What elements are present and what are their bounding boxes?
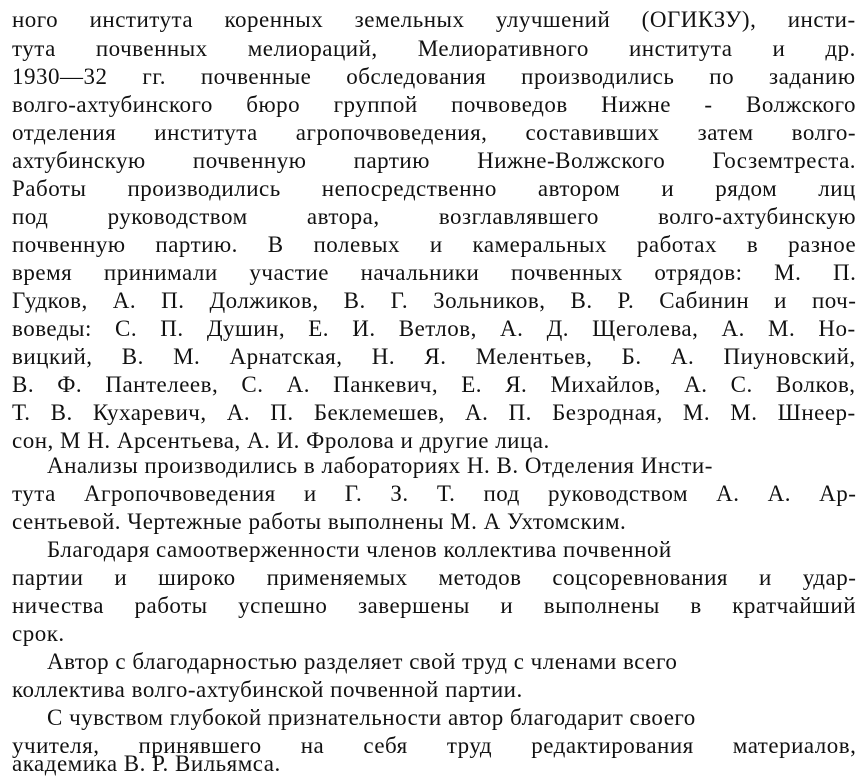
text-line: 1930—32 гг. почвенные обследования производились по заданию [12, 64, 856, 89]
text-line: Работы производились непосредственно автором и рядом лиц [12, 176, 856, 201]
text-line: ахтубинскую почвенную партию Нижне-Волжского Госземтреста. [12, 148, 857, 173]
text-line: сентьевой. Чертежные работы выполнены М. А Ухтомским. [12, 509, 627, 534]
text-line: С чувством глубокой признательности автор благодарит своего [47, 705, 696, 730]
text-line: почвенную партию. В полевых и камеральных работах в разное [12, 232, 857, 257]
text-line: В. Ф. Пантелеев, С. А. Панкевич, Е. Я. Михайлов, А. С. Волков, [12, 372, 856, 397]
text-line: Автор с благодарностью разделяет свой труд с членами всего [47, 649, 678, 674]
text-line: вицкий, В. М. Арнатская, Н. Я. Мелентьев, Б. А. Пиуновский, [12, 344, 856, 369]
text-line: учителя, принявшего на себя труд редактирования материалов, [12, 733, 857, 758]
text-line: коллектива волго-ахтубинской почвенной партии. [12, 677, 523, 702]
text-line: Гудков, А. П. Должиков, В. Г. Зольников, В. Р. Сабинин и поч- [12, 288, 857, 313]
text-line: ничества работы успешно завершены и выполнены в кратчайший [12, 593, 856, 618]
text-line: срок. [12, 621, 65, 646]
text-line: академика В. Р. Вильямса. [12, 751, 281, 776]
text-line: партии и широко применяемых методов соцсоревнования и удар- [12, 565, 857, 590]
text-line: тута Агропочвоведения и Г. З. Т. под руководством А. А. Ар- [12, 481, 857, 506]
text-line: сон, М Н. Арсентьева, А. И. Фролова и другие лица. [12, 428, 550, 453]
text-line: отделения института агропочвоведения, составивших затем волго- [12, 120, 857, 145]
text-line: воведы: С. П. Душин, Е. И. Ветлов, А. Д. Щеголева, А. М. Но- [12, 316, 856, 341]
text-line: время принимали участие начальники почвенных отрядов: М. П. [12, 260, 857, 285]
text-line: Анализы производились в лабораториях Н. В. Отделения Инсти- [47, 453, 713, 478]
text-line: ного института коренных земельных улучшений (ОГИКЗУ), инсти- [12, 7, 856, 32]
text-line: под руководством автора, возглавлявшего волго-ахтубинскую [12, 204, 857, 229]
text-line: тута почвенных мелиораций, Мелиоративного института и др. [12, 36, 856, 61]
text-line: Т. В. Кухаревич, А. П. Беклемешев, А. П. Безродная, М. М. Шнеер- [12, 400, 856, 425]
text-line: волго-ахтубинского бюро группой почвоведов Нижне - Волжского [12, 92, 857, 117]
text-line: Благодаря самоотверженности членов коллектива почвенной [47, 537, 672, 562]
